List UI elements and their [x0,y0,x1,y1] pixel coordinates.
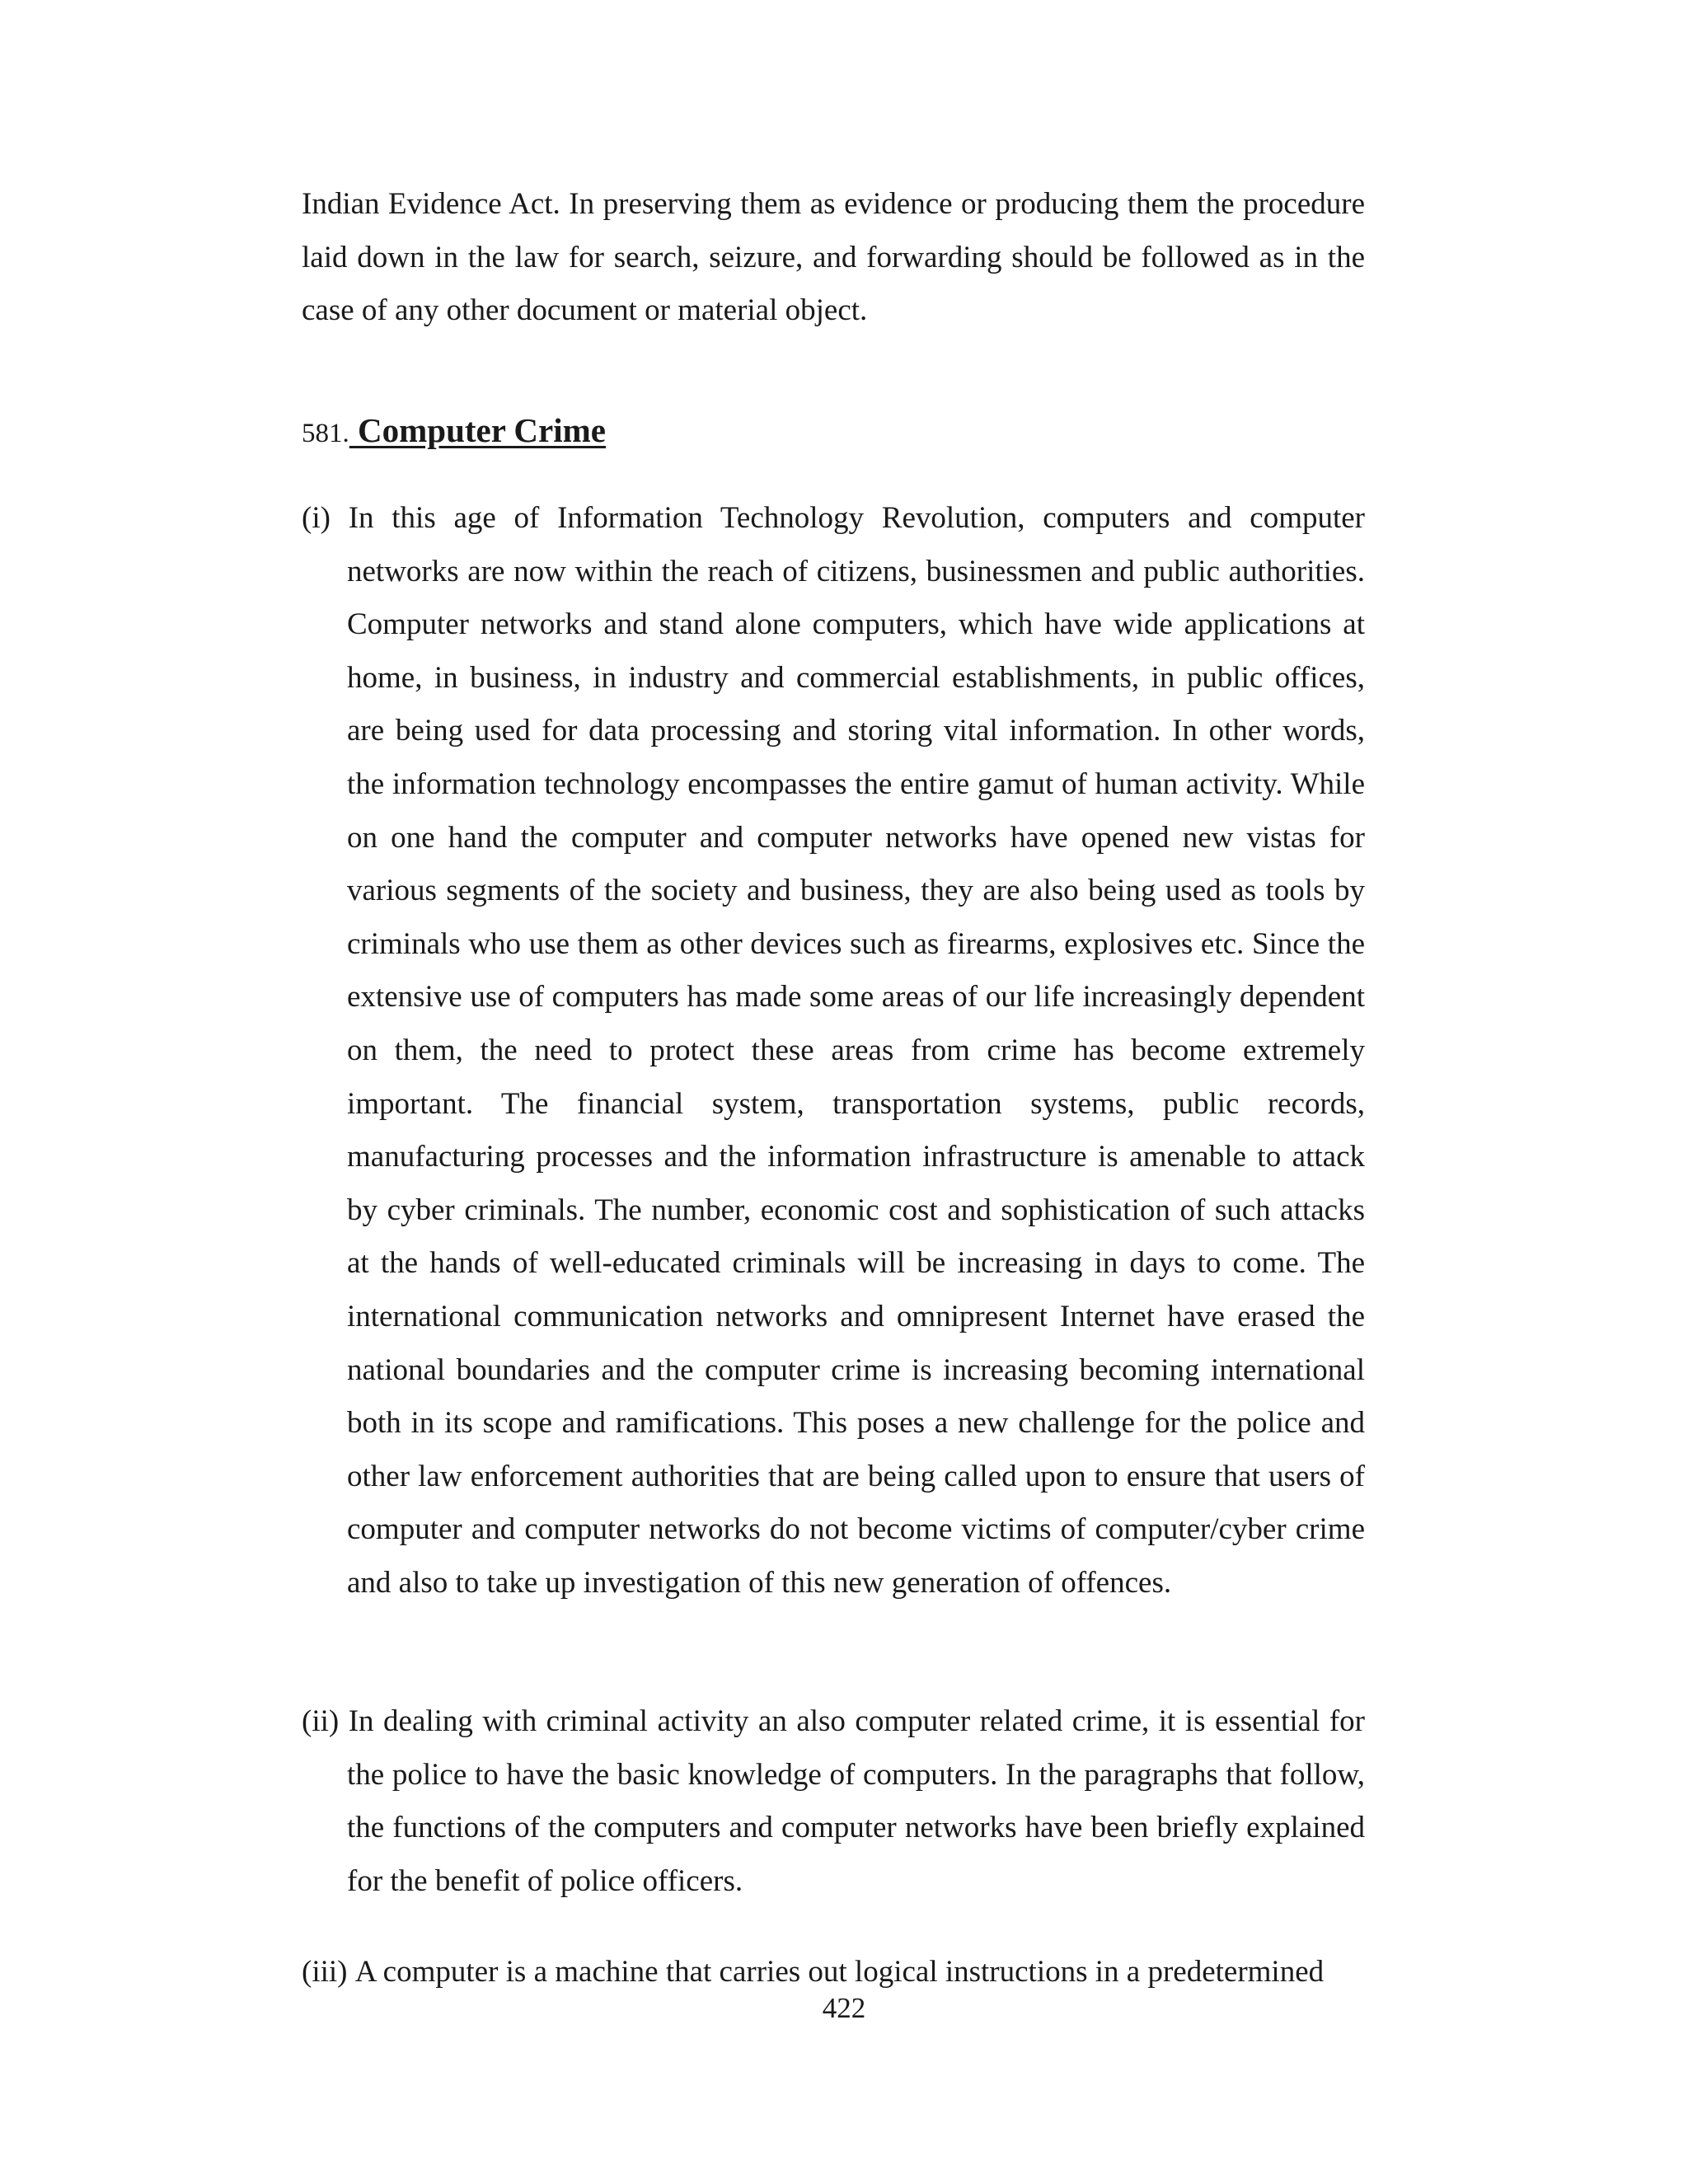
paragraph-item-ii [302,1695,1365,1908]
item-text: In this age of Information Technology Revolution, computers and computer networks are now within the reach of citizens, businessmen and public authorities. Computer networks and stand alone computers, which have wide applications at home, in business, in industry and commercial establishments, in public offices, are being used for data processing and storing vital information. In other words, the information technology encompasses the entire gamut of human activity. While on one hand the computer and computer networks have opened new vistas for various segments of the society and business, they are also being used as tools by criminals who use them as other devices such as firearms, explosives etc. Since the extensive use of computers has made some areas of our life increasingly dependent on them, the need to protect these areas from crime has become extremely important. The financial system, transportation systems, public records, manufacturing processes and the information infrastructure is amenable to attack by cyber criminals. The number, economic cost and sophistication of such attacks at the hands of well-educated criminals will be increasing in days to come. The international communication networks and omnipresent Internet have erased the national boundaries and the computer crime is increasing becoming international both in its scope and ramifications. This poses a new challenge for the police and other law enforcement authorities that are being called upon to ensure that users of computer and computer networks do not become victims of computer/cyber crime and also to take up investigation of this new generation of offences. [347,501,1366,1600]
item-text: A computer is a machine that carries out logical instructions in a predetermined [354,1955,1325,1989]
item-marker: (iii) [302,1955,348,1989]
section-title-text: Computer Crime [358,411,606,449]
paragraph-item-i [302,492,1365,1610]
item-marker: (i) [302,501,331,535]
section-number: 581. [302,419,349,448]
intro-paragraph: Indian Evidence Act. In preserving them as evidence or producing them the procedure laid down in the law for search, seizure, and forwarding should be followed as in the case of any other document or material object. [302,187,1365,328]
section-title [349,411,606,449]
item-text: In dealing with criminal activity an also computer related crime, it is essential for the police to have the basic knowledge of computers. In the paragraphs that follow, the functions of the computers and computer networks have been briefly explained for the benefit of police officers. [347,1704,1365,1898]
intro-block [302,178,1365,338]
section-heading [302,404,606,460]
item-marker: (ii) [302,1704,340,1738]
page-number: 422 [822,1992,866,2024]
